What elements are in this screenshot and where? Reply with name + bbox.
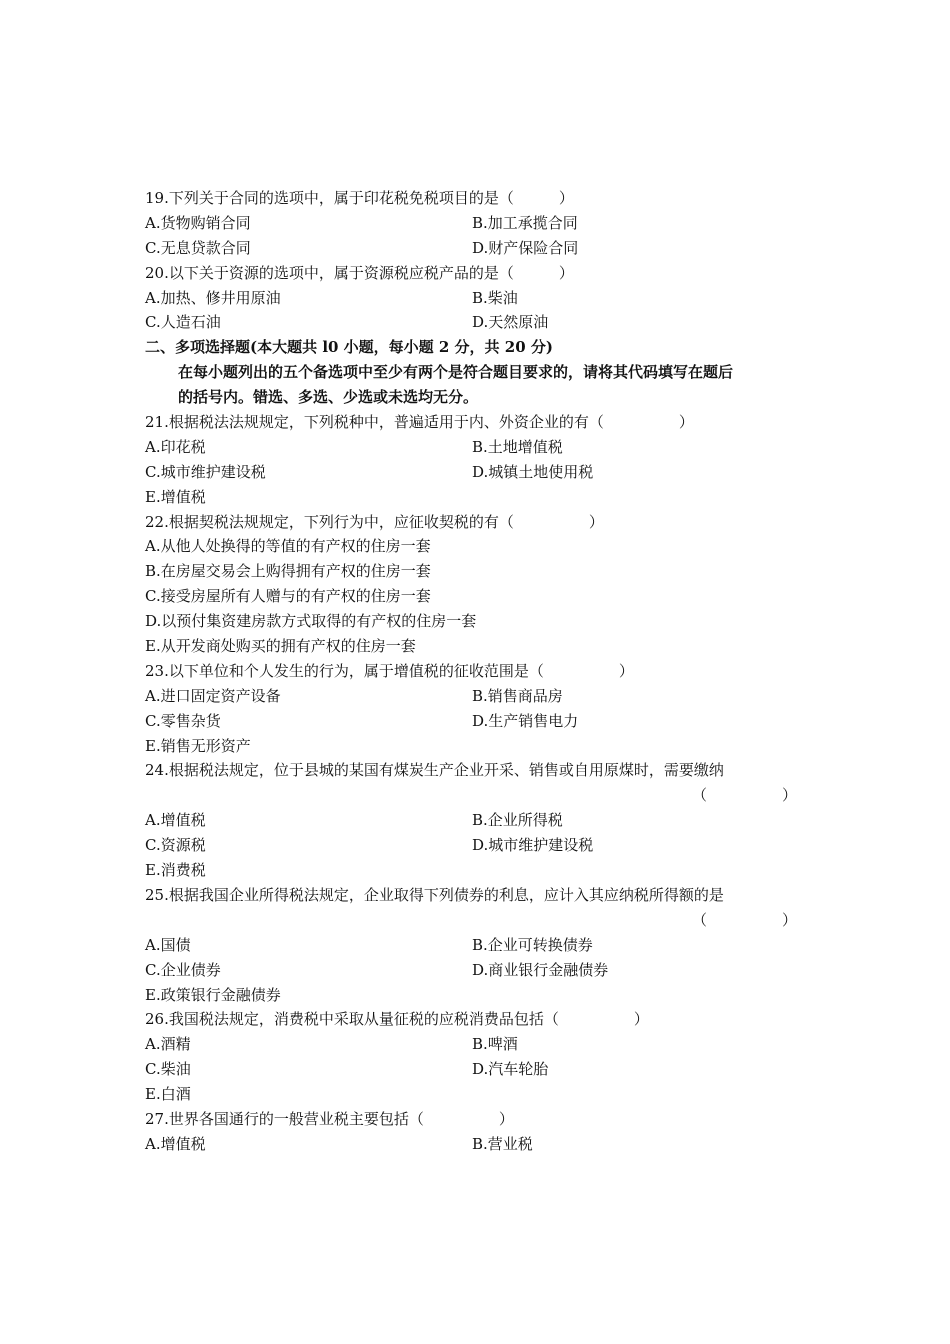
option-e: E.从开发商处购买的拥有产权的住房一套 [145,637,416,656]
option-row [145,236,805,261]
question-stem: 22.根据契税法规规定，下列行为中，应征收契税的有（ ） [145,512,604,531]
option-b: B.销售商品房 [472,686,563,705]
option-b: B.加工承揽合同 [472,213,578,232]
option-row [145,1057,805,1082]
option-b: B.企业可转换债券 [472,935,593,954]
option-row [145,833,805,858]
option-row [145,460,805,485]
question-stem: 26.我国税法规定，消费税中采取从量征税的应税消费品包括（ ） [145,1010,649,1029]
option-row [145,286,805,311]
answer-parentheses: （ ） [691,910,797,929]
option-d: D.城镇土地使用税 [472,462,594,481]
option-d: D.汽车轮胎 [472,1060,549,1079]
option-e: E.白酒 [145,1085,191,1104]
option-e: E.销售无形资产 [145,736,251,755]
option-c: C.企业债券 [145,960,221,979]
option-row [145,709,805,734]
option-a: A.印花税 [145,437,206,456]
option-a: A.货物购销合同 [145,213,251,232]
question-stem: 25.根据我国企业所得税法规定，企业取得下列债券的利息，应计入其应纳税所得额的是 [145,885,724,904]
answer-parentheses: （ ） [691,786,797,805]
option-c: C.人造石油 [145,313,221,332]
option-row [145,684,805,709]
option-c: C.柴油 [145,1060,191,1079]
question-stem: 24.根据税法规定，位于县城的某国有煤炭生产企业开采、销售或自用原煤时，需要缴纳 [145,761,724,780]
option-d: D.天然原油 [472,313,549,332]
option-a: A.加热、修井用原油 [145,288,281,307]
option-c: C.接受房屋所有人赠与的有产权的住房一套 [145,587,431,606]
question-stem: 23.以下单位和个人发生的行为，属于增值税的征收范围是（ ） [145,661,634,680]
option-c: C.零售杂货 [145,711,221,730]
option-a: A.进口固定资产设备 [145,686,281,705]
option-b: B.啤酒 [472,1035,518,1054]
option-b: B.在房屋交易会上购得拥有产权的住房一套 [145,562,431,581]
option-row [145,958,805,983]
exam-content [145,186,805,1157]
option-c: C.无息贷款合同 [145,238,251,257]
option-e: E.消费税 [145,861,206,880]
option-d: D.以预付集资建房款方式取得的有产权的住房一套 [145,612,477,631]
section-heading: 二、多项选择题(本大题共 l0 小题，每小题 2 分，共 20 分) [145,338,553,357]
option-e: E.增值税 [145,487,206,506]
question-stem: 19.下列关于合同的选项中，属于印花税免税项目的是（ ） [145,189,574,207]
option-b: B.企业所得税 [472,811,563,830]
question-stem: 27.世界各国通行的一般营业税主要包括（ ） [145,1109,514,1128]
option-a: A.酒精 [145,1035,191,1054]
option-b: B.营业税 [472,1134,533,1153]
option-d: D.城市维护建设税 [472,836,594,855]
option-row [145,435,805,460]
option-row [145,1132,805,1157]
option-a: A.从他人处换得的等值的有产权的住房一套 [145,537,431,556]
option-row [145,808,805,833]
question-stem: 20.以下关于资源的选项中，属于资源税应税产品的是（ ） [145,263,574,282]
option-d: D.生产销售电力 [472,711,579,730]
question-stem: 21.根据税法法规规定，下列税种中，普遍适用于内、外资企业的有（ ） [145,413,694,432]
option-d: D.商业银行金融债券 [472,960,609,979]
option-a: A.国债 [145,935,191,954]
option-row [145,933,805,958]
option-row [145,1032,805,1057]
option-c: C.资源税 [145,836,206,855]
option-c: C.城市维护建设税 [145,462,266,481]
option-row [145,211,805,236]
section-instructions: 的括号内。错选、多选、少选或未选均无分。 [178,388,479,407]
option-e: E.政策银行金融债券 [145,985,281,1004]
option-d: D.财产保险合同 [472,238,579,257]
option-a: A.增值税 [145,1134,206,1153]
option-a: A.增值税 [145,811,206,830]
option-b: B.柴油 [472,288,518,307]
section-instructions: 在每小题列出的五个备选项中至少有两个是符合题目要求的，请将其代码填写在题后 [178,363,734,382]
option-b: B.土地增值税 [472,437,563,456]
option-row [145,310,805,335]
